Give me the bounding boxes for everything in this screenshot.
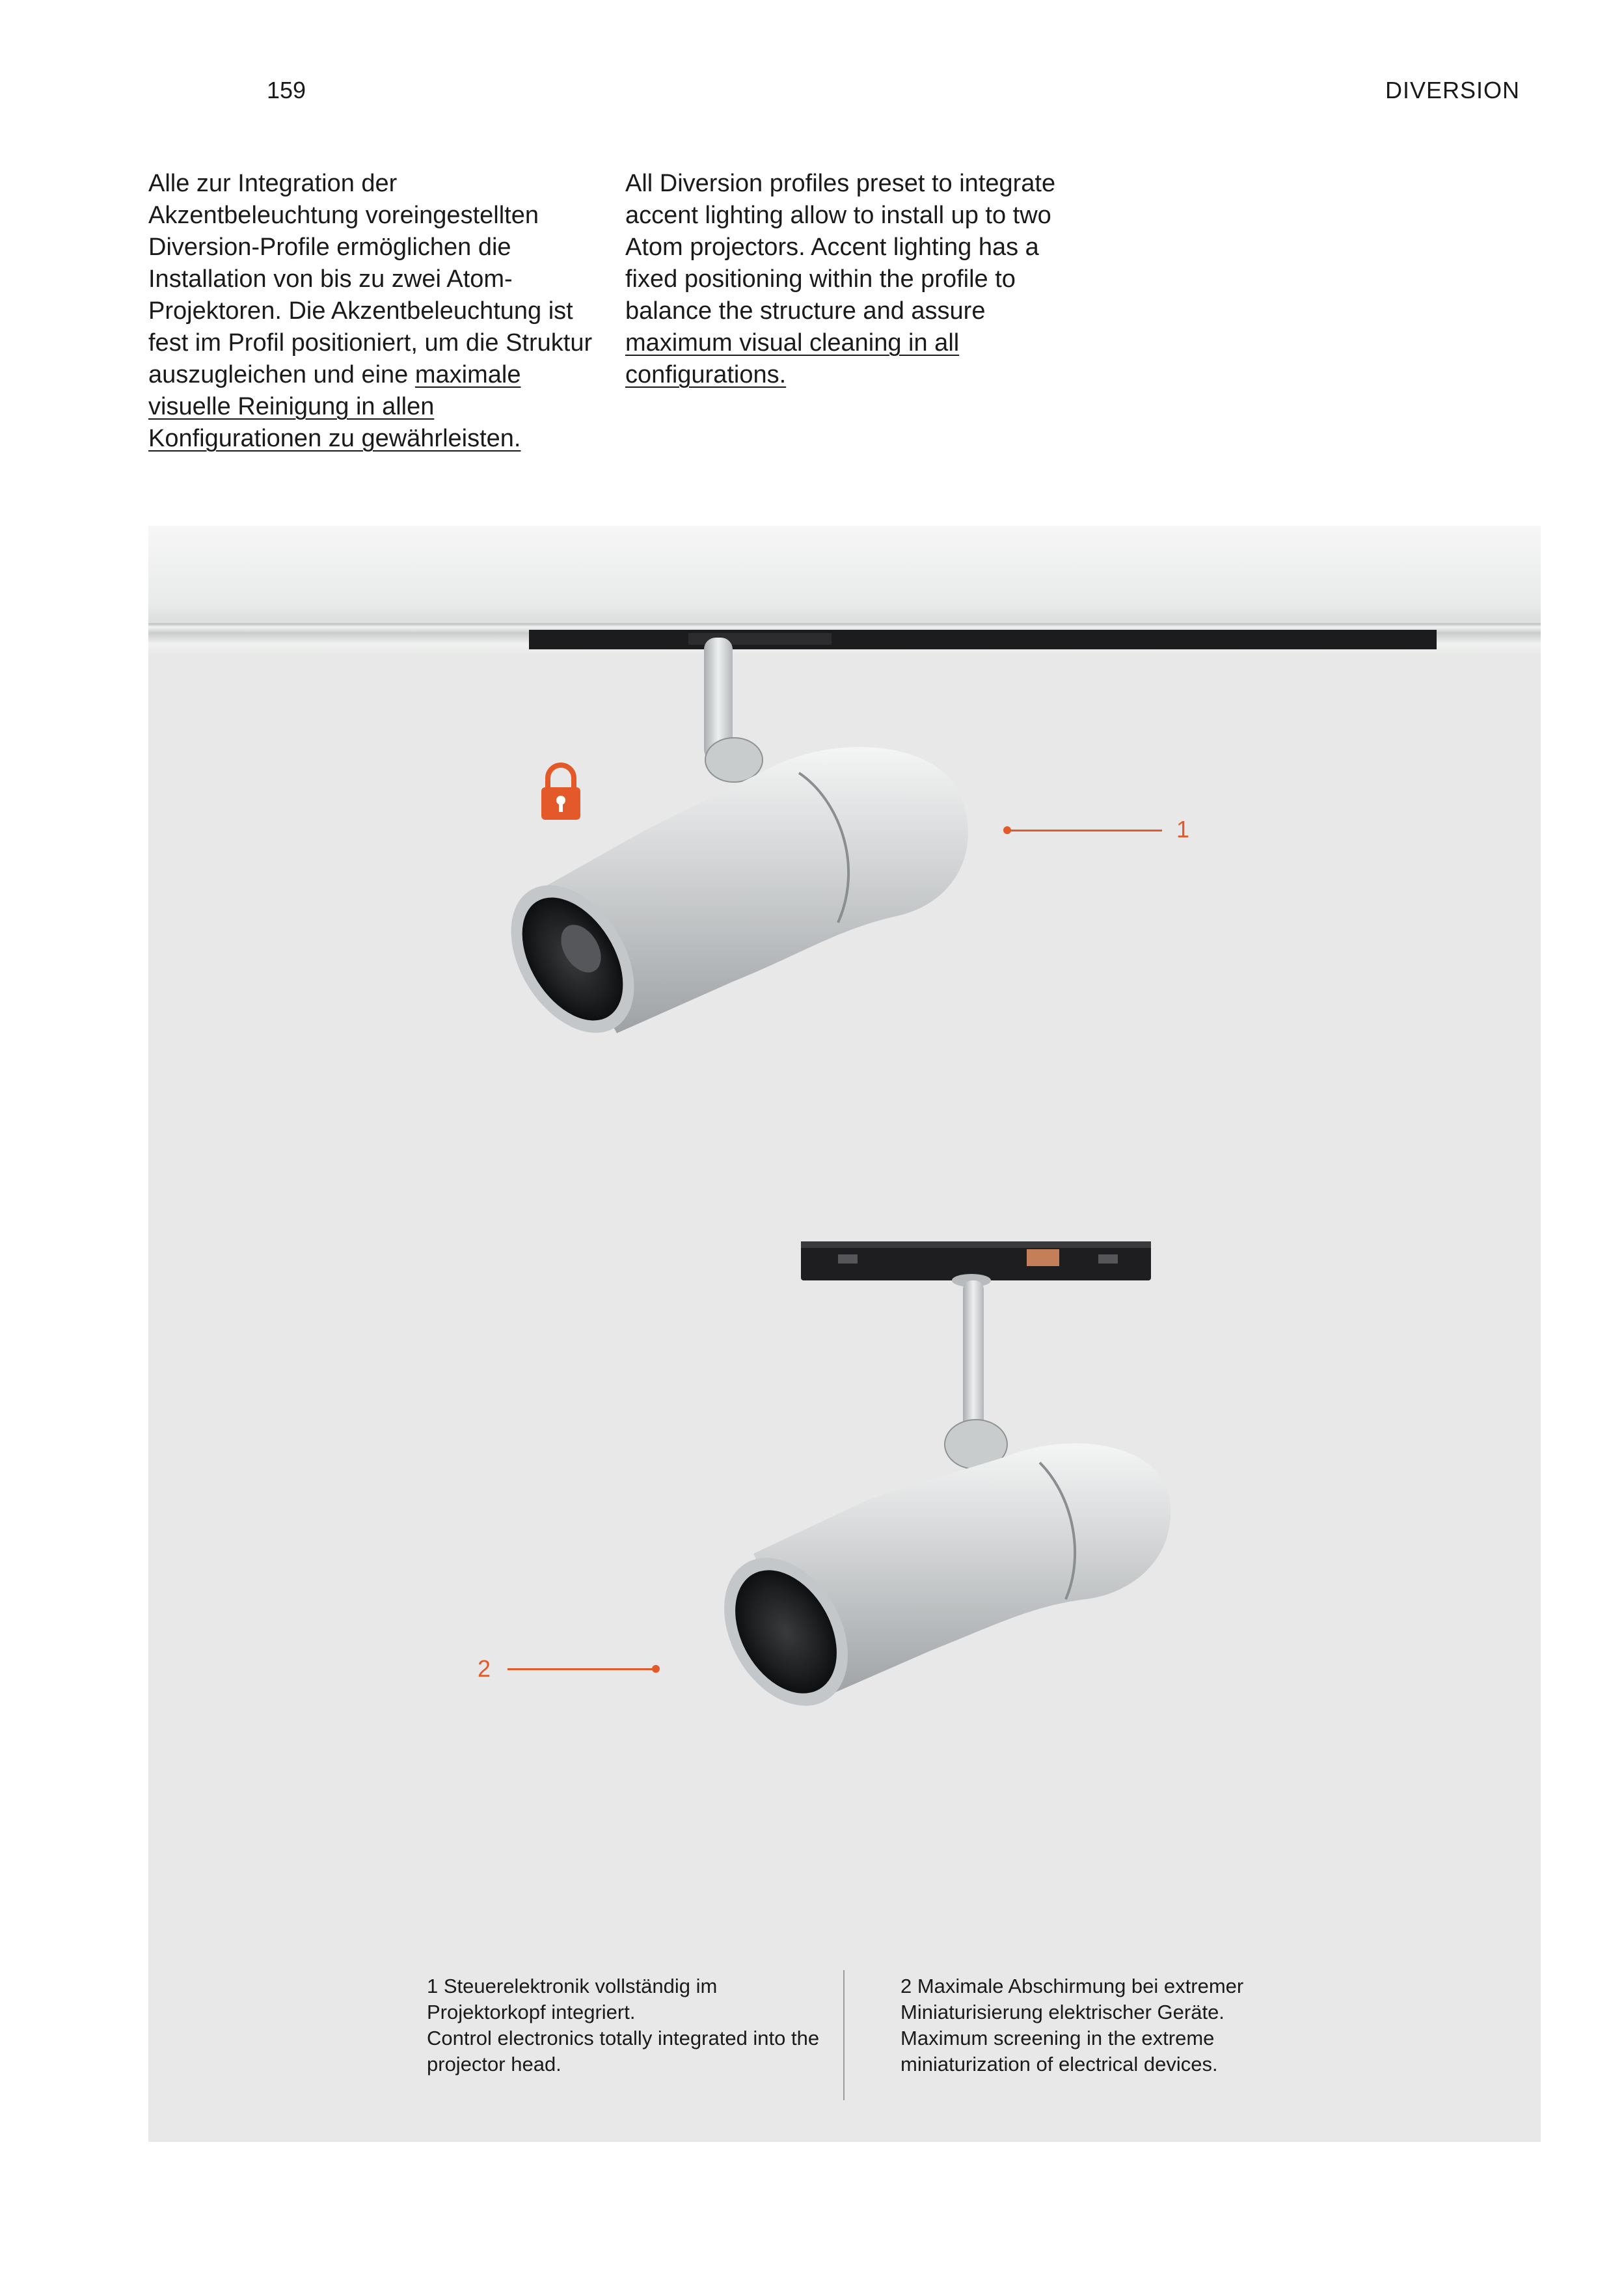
callout-1-line: [1007, 830, 1162, 832]
callout-2-dot: [652, 1665, 660, 1673]
callout-1-number: 1: [1176, 816, 1190, 843]
page-number: 159: [267, 77, 306, 103]
caption-2: [900, 1973, 1304, 2077]
intro-german-highlight: maximale visuelle Reinigung in allen Konfigurationen zu gewährleisten.: [148, 361, 521, 452]
caption-divider: [843, 1970, 845, 2100]
intro-english-text: All Diversion profiles preset to integrate accent lighting allow to install up to two Atom projectors. Accent lighting has a fixed positioning within the profile to balance the structure and assure: [625, 170, 1056, 325]
callout-2-number: 2: [478, 1655, 491, 1682]
intro-german-text: Alle zur Integration der Akzentbeleuchtung voreingestellten Diversion-Profile ermöglichen die Installation von bis zu zwei Atom-Projektoren. Die Akzentbeleuchtung ist fest im Profil positioniert, um die Struktur auszugleichen und eine: [148, 170, 593, 388]
ceiling-track: [529, 630, 1437, 649]
projector-1: [485, 638, 968, 1055]
caption-2-english: Maximum screening in the extreme miniaturization of electrical devices.: [900, 2027, 1218, 2075]
brand-title: DIVERSION: [1385, 77, 1520, 103]
callout-2-line: [508, 1668, 656, 1670]
intro-english: [625, 168, 1081, 391]
product-figure: [148, 526, 1541, 2142]
caption-1-english: Control electronics totally integrated into the projector head.: [427, 2027, 820, 2075]
caption-2-german: 2 Maximale Abschirmung bei extremer Miniaturisierung elektrischer Geräte.: [900, 1975, 1244, 2023]
product-illustration: [148, 526, 1541, 2142]
intro-english-highlight: maximum visual cleaning in all configurations.: [625, 329, 960, 388]
caption-1: [427, 1973, 830, 2077]
projector-2: [699, 1241, 1171, 1728]
padlock-icon: [541, 765, 580, 820]
caption-1-german: 1 Steuerelektronik vollständig im Projektorkopf integriert.: [427, 1975, 718, 2023]
intro-german: [148, 168, 604, 455]
